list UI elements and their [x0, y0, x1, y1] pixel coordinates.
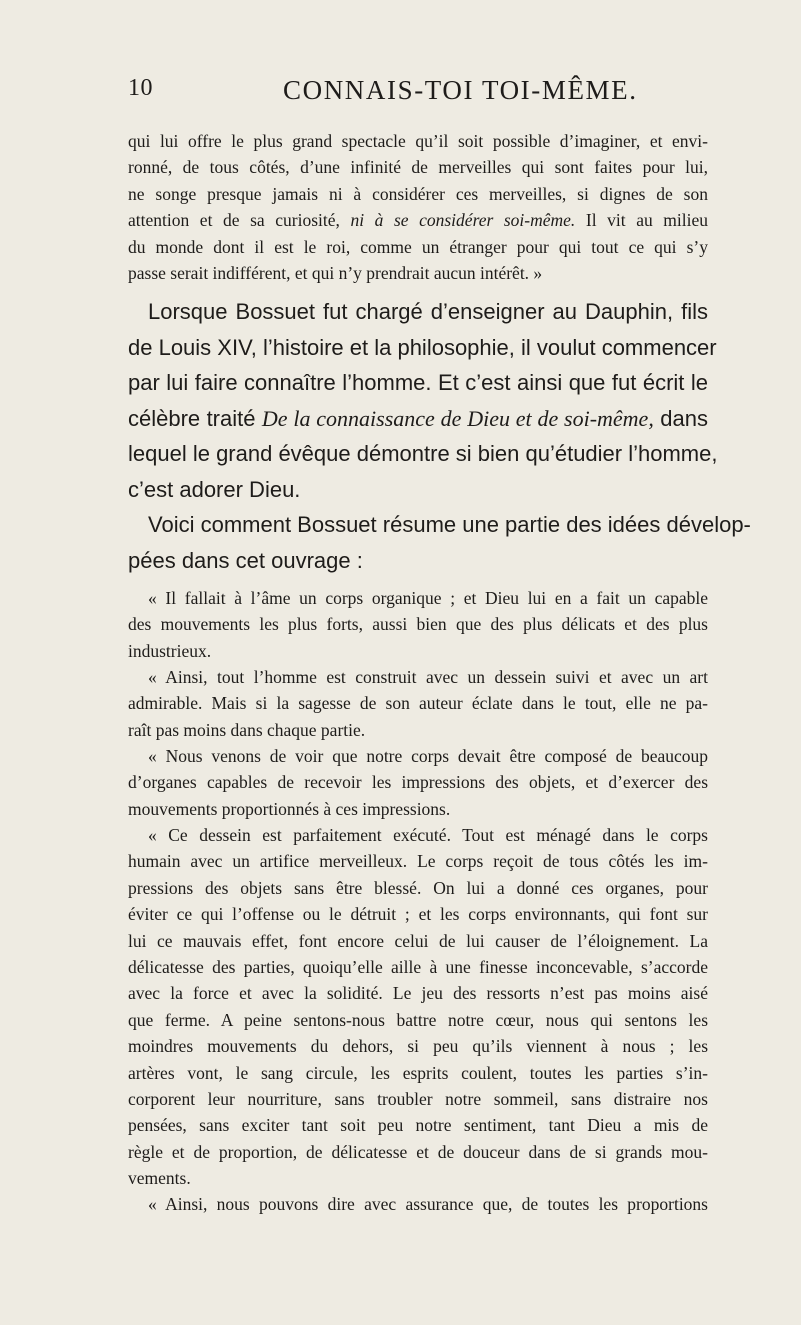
quote-paragraph-2 — [128, 664, 708, 743]
paragraph-voici — [128, 507, 751, 578]
text-line: d’organes capables de recevoir les impressions des objets, et d’exercer des — [128, 772, 708, 793]
text-line: du monde dont il est le roi, comme un étranger pour qui tout ce qui s’y — [128, 236, 708, 257]
text-line: Voici comment Bossuet résume une partie des idées dévelop- — [148, 512, 751, 537]
text-line: moindres mouvements du dehors, si peu qu’ils viennent à nous ; les — [128, 1036, 708, 1057]
text-line: avec la force et avec la solidité. Le jeu des ressorts n’est pas moins aisé — [128, 983, 708, 1004]
text-line: « Ce dessein est parfaitement exécuté. Tout est ménagé dans le corps — [148, 825, 708, 845]
italic-phrase: ni à se considérer soi-même. — [350, 210, 576, 231]
text-line: « Ainsi, tout l’homme est construit avec un dessein suivi et avec un art — [148, 667, 708, 687]
text-line: des mouvements les plus forts, aussi bien que des plus délicats et des plus — [128, 614, 708, 635]
text-fragment: dans — [660, 405, 708, 431]
quote-paragraph-4 — [128, 822, 708, 1192]
text-line: passe serait indifférent, et qui n’y prendrait aucun intérêt. » — [128, 263, 543, 284]
text-line: lequel le grand évêque démontre si bien qu’étudier l’homme, — [128, 441, 718, 466]
page-header — [128, 75, 708, 115]
text-fragment: Il vit au milieu — [585, 210, 709, 231]
text-line: admirable. Mais si la sagesse de son auteur éclate dans le tout, elle ne pa- — [128, 693, 708, 714]
text-line: vements. — [128, 1168, 191, 1189]
text-line: « Il fallait à l’âme un corps organique ; et Dieu lui en a fait un capable — [148, 588, 708, 608]
text-fragment: attention et de sa curiosité, — [128, 210, 340, 231]
text-line — [128, 207, 708, 233]
text-line: raît pas moins dans chaque partie. — [128, 719, 366, 740]
text-fragment: célèbre traité — [128, 405, 256, 431]
text-line: industrieux. — [128, 640, 212, 661]
text-line: délicatesse des parties, quoiqu’elle aille à une finesse inconcevable, s’accorde — [128, 957, 708, 978]
text-line: éviter ce qui l’offense ou le détruit ; et les corps environnants, qui font sur — [128, 904, 708, 925]
text-line: c’est adorer Dieu. — [128, 476, 301, 502]
paragraph-quote-continuation — [128, 128, 708, 286]
text-line: Lorsque Bossuet fut chargé d’enseigner au Dauphin, fils — [148, 299, 708, 324]
text-line: par lui faire connaître l’homme. Et c’est ainsi que fut écrit le — [128, 370, 708, 395]
text-line: artères vont, le sang circule, les esprits coulent, toutes les parties s’in- — [128, 1062, 708, 1083]
text-line: corporent leur nourriture, sans troubler notre sommeil, sans distraire nos — [128, 1089, 708, 1110]
paragraph-bossuet-intro — [128, 294, 718, 507]
text-line: de Louis XIV, l’histoire et la philosophie, il voulut commencer — [128, 334, 717, 360]
text-line: « Nous venons de voir que notre corps devait être composé de beaucoup — [148, 746, 708, 766]
text-line: que ferme. A peine sentons-nous battre notre cœur, nous qui sentons les — [128, 1009, 708, 1030]
running-title: CONNAIS-TOI TOI-MÊME. — [283, 75, 638, 105]
text-line: mouvements proportionnés à ces impressions. — [128, 798, 451, 819]
quote-paragraph-3 — [128, 743, 708, 822]
text-line: règle et de proportion, de délicatesse et de douceur dans de si grands mou- — [128, 1141, 708, 1162]
text-line: pensées, sans exciter tant soit peu notre sentiment, tant Dieu a mis de — [128, 1115, 708, 1136]
text-line: ne songe presque jamais ni à considérer ces merveilles, si dignes de son — [128, 183, 708, 204]
text-line: « Ainsi, nous pouvons dire avec assurance que, de toutes les proportions — [148, 1194, 708, 1214]
text-line: ronné, de tous côtés, d’une infinité de merveilles qui sont faites pour lui, — [128, 157, 708, 178]
quote-paragraph-5 — [128, 1191, 708, 1217]
quote-paragraph-1 — [128, 585, 708, 664]
text-line: lui ce mauvais effet, font encore celui de lui causer de l’éloignement. La — [128, 930, 708, 951]
italic-title: De la connaissance de Dieu et de soi-même, — [261, 405, 654, 431]
text-line: qui lui offre le plus grand spectacle qu’il soit possible d’imaginer, et envi- — [128, 131, 708, 151]
text-line: pressions des objets sans être blessé. On lui a donné ces organes, pour — [128, 877, 708, 898]
text-line — [128, 401, 708, 437]
page-number: 10 — [128, 75, 153, 101]
text-line: humain avec un artifice merveilleux. Le corps reçoit de tous côtés les im- — [128, 851, 708, 872]
text-line: pées dans cet ouvrage : — [128, 547, 363, 573]
